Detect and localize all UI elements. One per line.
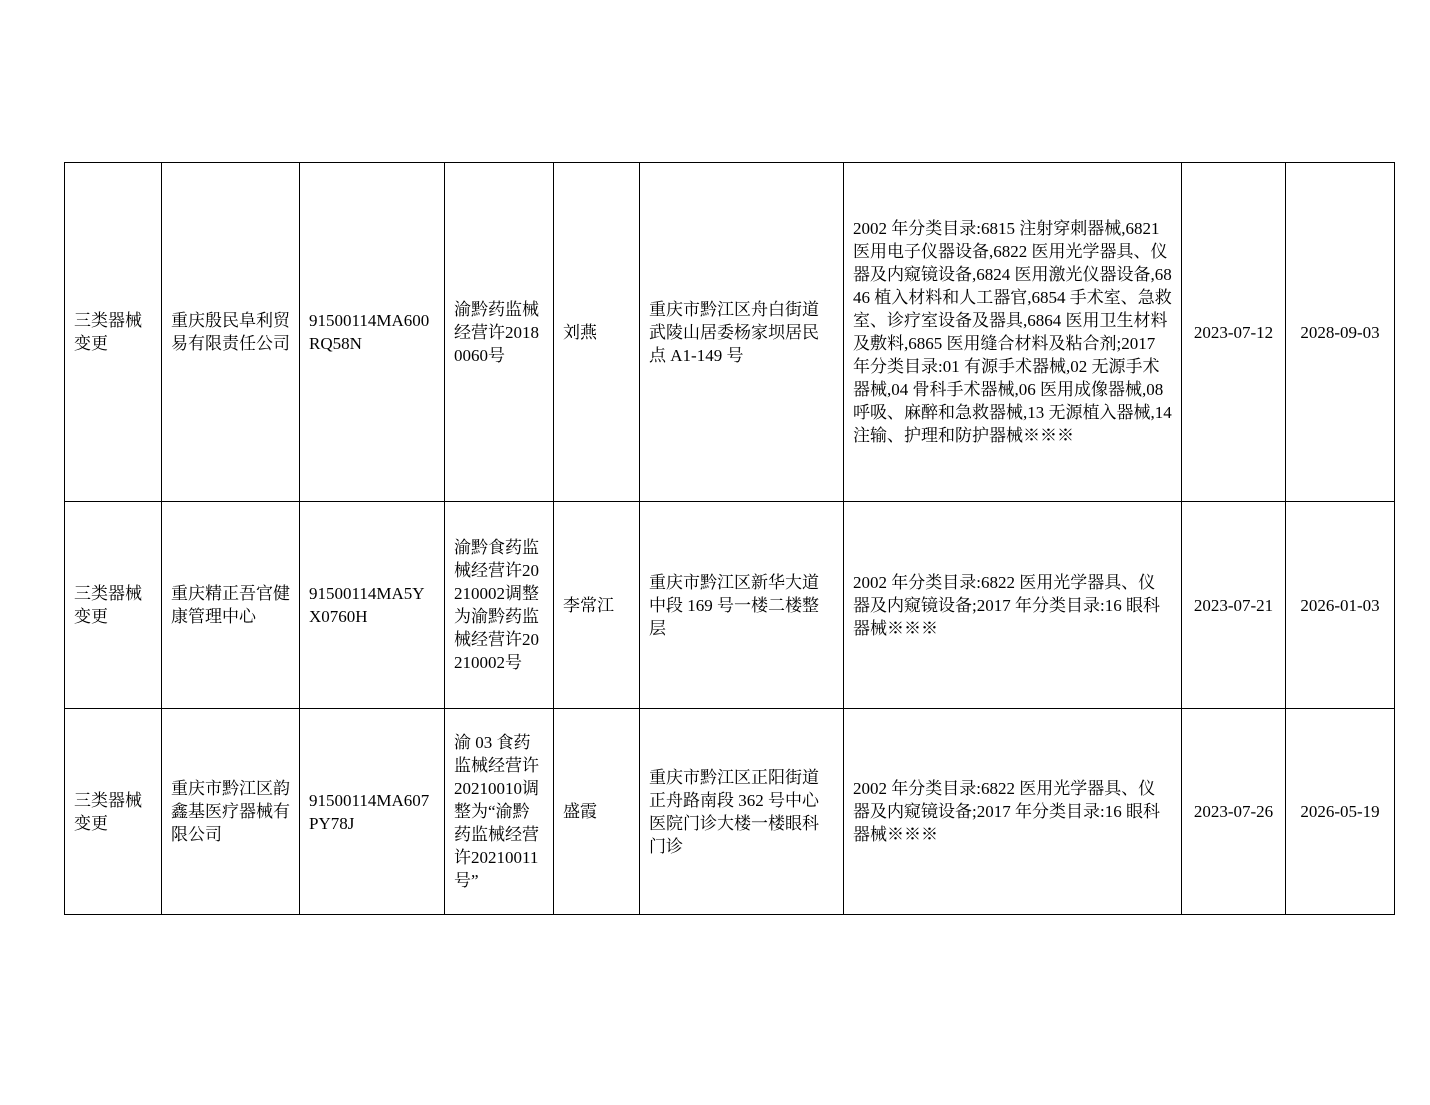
issue-date-cell: 2023-07-21	[1182, 502, 1286, 709]
license-change-table	[64, 162, 1395, 915]
business-scope-cell: 2002 年分类目录:6822 医用光学器具、仪器及内窥镜设备;2017 年分类目录:16 眼科器械※※※	[844, 709, 1182, 915]
credit-code-cell: 91500114MA600RQ58N	[300, 163, 445, 502]
issue-date-cell: 2023-07-26	[1182, 709, 1286, 915]
responsible-person-cell: 刘燕	[554, 163, 640, 502]
license-number-cell: 渝黔食药监械经营许20210002调整为渝黔药监械经营许20210002号	[445, 502, 554, 709]
change-type-cell: 三类器械变更	[65, 709, 162, 915]
company-name-cell: 重庆精正吾官健康管理中心	[162, 502, 300, 709]
table-row	[65, 502, 1395, 709]
address-cell: 重庆市黔江区舟白街道武陵山居委杨家坝居民点 A1-149 号	[640, 163, 844, 502]
expiry-date-cell: 2026-01-03	[1286, 502, 1395, 709]
responsible-person-cell: 盛霞	[554, 709, 640, 915]
table-row	[65, 709, 1395, 915]
address-cell: 重庆市黔江区新华大道中段 169 号一楼二楼整层	[640, 502, 844, 709]
issue-date-cell: 2023-07-12	[1182, 163, 1286, 502]
expiry-date-cell: 2028-09-03	[1286, 163, 1395, 502]
license-number-cell: 渝黔药监械经营许20180060号	[445, 163, 554, 502]
company-name-cell: 重庆殷民阜利贸易有限责任公司	[162, 163, 300, 502]
business-scope-cell: 2002 年分类目录:6822 医用光学器具、仪器及内窥镜设备;2017 年分类目录:16 眼科器械※※※	[844, 502, 1182, 709]
business-scope-cell: 2002 年分类目录:6815 注射穿刺器械,6821 医用电子仪器设备,6822 医用光学器具、仪器及内窥镜设备,6824 医用激光仪器设备,6846 植入材料和人工器官,6854 手术室、急救室、诊疗室设备及器具,6864 医用卫生材料及敷料,6865 医用缝合材料及粘合剂;2017 年分类目录:01 有源手术器械,02 无源手术器械,04 骨科手术器械,06 医用成像器械,08 呼吸、麻醉和急救器械,13 无源植入器械,14 注输、护理和防护器械※※※	[844, 163, 1182, 502]
table-row	[65, 163, 1395, 502]
company-name-cell: 重庆市黔江区韵鑫基医疗器械有限公司	[162, 709, 300, 915]
address-cell: 重庆市黔江区正阳街道正舟路南段 362 号中心医院门诊大楼一楼眼科门诊	[640, 709, 844, 915]
expiry-date-cell: 2026-05-19	[1286, 709, 1395, 915]
change-type-cell: 三类器械变更	[65, 502, 162, 709]
credit-code-cell: 91500114MA5YX0760H	[300, 502, 445, 709]
change-type-cell: 三类器械变更	[65, 163, 162, 502]
license-number-cell: 渝 03 食药监械经营许20210010调整为“渝黔药监械经营许20210011号”	[445, 709, 554, 915]
responsible-person-cell: 李常江	[554, 502, 640, 709]
credit-code-cell: 91500114MA607PY78J	[300, 709, 445, 915]
